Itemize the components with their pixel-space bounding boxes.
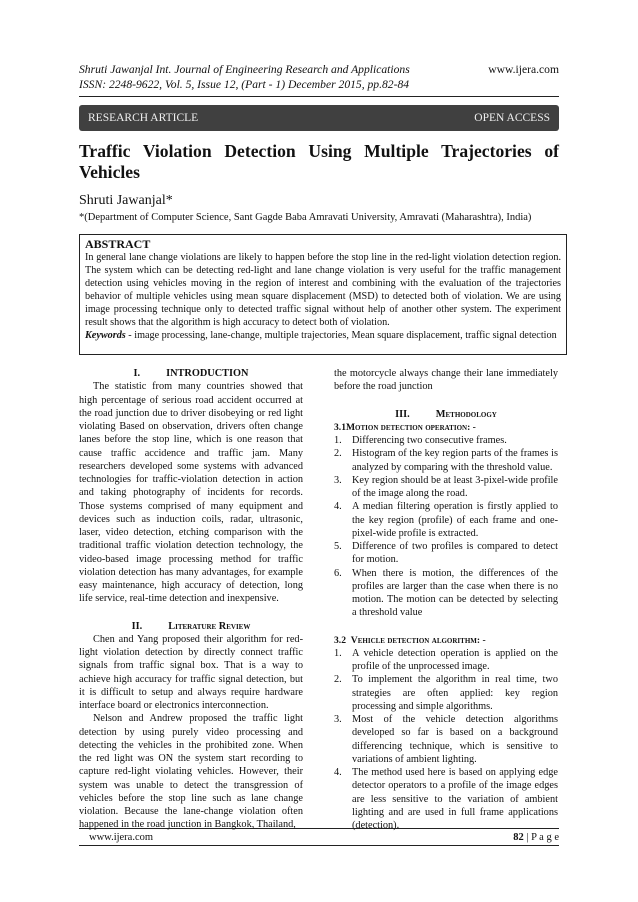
vehicle-detection-list xyxy=(334,647,558,833)
paper-author: Shruti Jawanjal* xyxy=(79,193,173,208)
subsection-number: 3.1 xyxy=(334,421,346,433)
journal-header xyxy=(79,62,410,92)
section-heading-introduction xyxy=(79,367,303,380)
section-heading-literature-review xyxy=(79,620,303,633)
header-divider xyxy=(79,96,559,97)
subsection-number: 3.2 xyxy=(334,634,346,646)
list-item xyxy=(334,673,558,713)
section-number: II. xyxy=(131,620,143,632)
article-type-label: RESEARCH ARTICLE xyxy=(88,112,199,124)
list-item-number: 1. xyxy=(334,435,342,446)
list-item-text: A median filtering operation is firstly applied to the key region (profile) of each frame and one-pixel-wide profile is extracted. xyxy=(352,501,558,539)
page-number xyxy=(513,832,559,843)
keywords-line xyxy=(85,329,561,342)
abstract-heading: ABSTRACT xyxy=(85,237,151,251)
list-item-text: When there is motion, the differences of the profiles are larger than the case when there is no motion. The motion can be detected by selecting a threshold value xyxy=(352,567,558,619)
list-item xyxy=(334,713,558,766)
literature-paragraph-3: the motorcycle always change their lane immediately before the road junction xyxy=(334,368,558,393)
list-item-number: 5. xyxy=(334,541,342,552)
author-affiliation: *(Department of Computer Science, Sant Gagde Baba Amravati University, Amravati (Maharashtra), India) xyxy=(79,212,532,223)
list-item-number: 3. xyxy=(334,474,342,486)
section-number: I. xyxy=(133,368,141,379)
subsection-title: Motion detection operation: - xyxy=(346,421,476,433)
subsection-heading-motion-detection xyxy=(334,421,558,434)
literature-paragraph-2: Nelson and Andrew proposed the traffic light detection by using purely video processing and detecting the vehicles in the prohibited zone. When the red light was ON the system start recording to capture red-light violating vehicles. However, their system was unable to detect the transgression of vehicles before the stop line such as lane change violation. Because the lane-change violation often happened in the road junction in Bangkok, Thailand, xyxy=(79,713,303,831)
list-item xyxy=(334,647,558,674)
section-heading-methodology xyxy=(334,408,558,421)
list-item xyxy=(334,434,558,447)
literature-paragraph-1: Chen and Yang proposed their algorithm for red-light violation detection by directly connect traffic signals from traffic signal box. That is a way to achieve high accuracy for traffic signal detection, but it is difficult to setup and always require hardware interface board or electronics interconnection. xyxy=(79,633,303,711)
section-title: Literature Review xyxy=(168,620,251,632)
list-item-text: Key region should be at least 3-pixel-wide profile of the image along the road. xyxy=(352,474,558,499)
subsection-title: Vehicle detection algorithm: - xyxy=(350,634,486,646)
list-item-text: Histogram of the key region parts of the frames is analyzed by comparing with the threshold value. xyxy=(352,448,558,473)
journal-site-link[interactable]: www.ijera.com xyxy=(488,63,559,76)
list-item-text: Difference of two profiles is compared to detect for motion. xyxy=(352,541,558,566)
abstract-box xyxy=(79,234,567,355)
list-item-text: Most of the vehicle detection algorithms developed so far is based on a background differencing technique, which is sensitive to variations of ambient lighting. xyxy=(352,714,558,765)
article-type-band xyxy=(79,105,559,131)
list-item-number: 2. xyxy=(334,674,342,686)
abstract-text: In general lane change violations are likely to happen before the stop line in the red-light violation detection region. The system which can be detecting red-light and lane change violation is very useful for the traffic management detection using vehicles moving in the region of interest and combining with the evaluation of the trajectories behavior of multiple vehicles using mean square displacement (MSD) to detected both of violation. We are using image processing technique only to detected traffic signal without help of another other system. The experiment result shows that the algorithm is high accuracy to detect both of violation. xyxy=(85,252,561,328)
list-item xyxy=(334,567,558,620)
list-item xyxy=(334,447,558,474)
list-item-text: Differencing two consecutive frames. xyxy=(352,435,507,446)
open-access-label: OPEN ACCESS xyxy=(474,112,550,124)
introduction-paragraph: The statistic from many countries showed that high percentage of serious road accident occurred at the road junction due to driver disobeying or red light violating Based on observation, drivers often change lanes before the stop line, which is one reason that cause traffic accidence and traffic jam. Many researchers developed some systems with advanced technologies for traffic-violation detection in action and taking photography of incidents for records. Those systems comprised of many equipment and devices such as induction coils, radar, ultrasonic, laser, video detection, etching comparison with the traditional traffic violation detection technology, the video-based image processing method for traffic violation detection has many advantages, for example easy maintenance, high accuracy of detection, long life service, real-time detection and inexpensive. xyxy=(79,381,303,605)
list-item-text: A vehicle detection operation is applied on the profile of the unprocessed image. xyxy=(352,647,558,672)
list-item-text: The method used here is based on applying edge detector operators to a profile of the image edges are less sensitive to the variation of ambient lighting and are used in full frame applications (detection). xyxy=(352,767,558,831)
page-footer xyxy=(79,828,559,846)
journal-line-2: ISSN: 2248-9622, Vol. 5, Issue 12, (Part - 1) December 2015, pp.82-84 xyxy=(79,78,410,91)
list-item-text: To implement the algorithm in real time, two strategies are often applied: key region processing and simple algorithms. xyxy=(352,674,558,712)
list-item-number: 4. xyxy=(334,767,342,778)
footer-site-link[interactable]: www.ijera.com xyxy=(89,831,154,843)
list-item xyxy=(334,766,558,832)
list-item-number: 4. xyxy=(334,501,342,513)
list-item-number: 3. xyxy=(334,714,342,725)
journal-line-1: Shruti Jawanjal Int. Journal of Engineering Research and Applications xyxy=(79,63,410,76)
left-column xyxy=(79,367,303,832)
subsection-heading-vehicle-detection xyxy=(334,634,558,647)
motion-detection-list xyxy=(334,434,558,620)
list-item xyxy=(334,500,558,540)
page-number-value: 82 xyxy=(513,831,524,843)
page-word: | P a g e xyxy=(523,831,559,843)
paper-title: Traffic Violation Detection Using Multiple Trajectories of Vehicles xyxy=(79,141,559,182)
keywords-label: Keywords xyxy=(85,330,126,341)
section-title: INTRODUCTION xyxy=(166,368,249,379)
list-item-number: 2. xyxy=(334,448,342,460)
section-number: III. xyxy=(395,408,410,420)
list-item-number: 6. xyxy=(334,567,342,579)
right-column xyxy=(334,367,558,832)
list-item xyxy=(334,540,558,567)
section-title: Methodology xyxy=(435,408,497,420)
keywords-text: - image processing, lane-change, multiple trajectories, Mean square displacement, traffic signal detection xyxy=(125,330,557,341)
list-item-number: 1. xyxy=(334,647,342,659)
list-item xyxy=(334,474,558,501)
